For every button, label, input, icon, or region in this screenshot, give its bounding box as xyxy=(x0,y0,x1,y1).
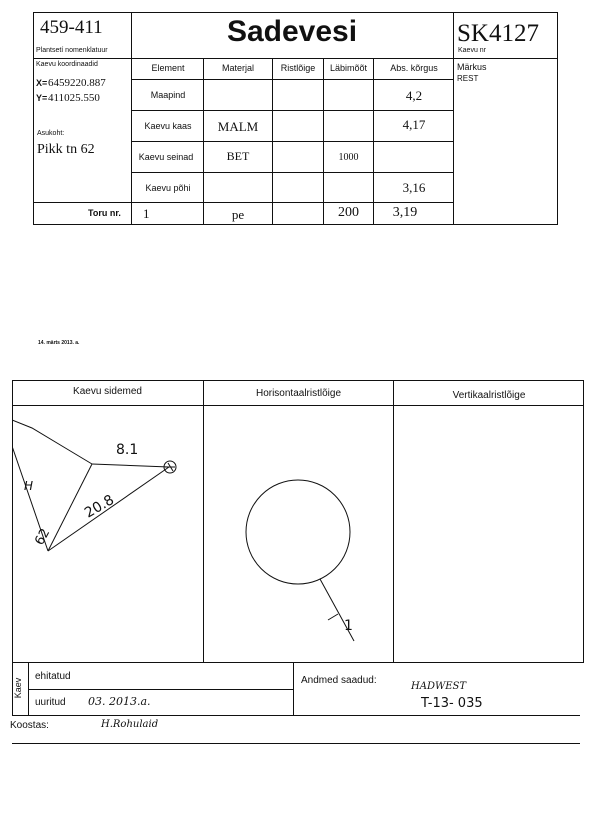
well-number-value: SK4127 xyxy=(457,20,539,47)
coord-y-label: Y= xyxy=(36,93,48,103)
built-label: ehitatud xyxy=(35,671,71,682)
data-from-label: Andmed saadud: xyxy=(301,675,377,686)
pipe-number: 1 xyxy=(143,206,150,221)
coords-label: Kaevu koordinaadid xyxy=(36,61,98,68)
table-row-material: BET xyxy=(226,149,250,163)
remarks-label: Märkus xyxy=(457,62,487,72)
col-header-height: Abs. kõrgus xyxy=(390,63,438,73)
table-row-element: Kaevu seinad xyxy=(138,152,194,162)
sketch-label-20-8: 20.8 xyxy=(82,492,117,522)
author-value: H.Rohulaid xyxy=(101,719,159,730)
col-title-vertical: Vertikaalristlõige xyxy=(452,390,526,401)
sketch-label-8-1: 8.1 xyxy=(116,442,139,458)
table-row-height: 4,17 xyxy=(402,117,426,132)
table-row-height: 4,2 xyxy=(405,88,423,103)
col-title-links: Kaevu sidemed xyxy=(73,386,142,397)
col-title-horizontal: Horisontaalristlõige xyxy=(255,388,342,399)
pipe-label-1: 1 xyxy=(344,618,353,634)
sketch-label-h: H xyxy=(24,479,34,493)
col-header-element: Element xyxy=(151,63,185,73)
data-from-ref: T-13- 035 xyxy=(421,696,483,711)
col-header-section: Ristlõige xyxy=(280,63,316,73)
well-links-sketch xyxy=(12,406,203,586)
pipe-height: 3,19 xyxy=(392,205,418,220)
coord-x-value: 6459220.887 xyxy=(48,77,106,89)
table-row-height: 3,16 xyxy=(402,180,426,195)
nomenclature-label: Plantsetí nomenklatuur xyxy=(36,47,108,54)
kaev-label: Kaev xyxy=(13,677,23,699)
pipe-label: Toru nr. xyxy=(88,208,121,218)
surveyed-value: 03. 2013.a. xyxy=(88,695,151,708)
location-value: Pikk tn 62 xyxy=(37,142,95,157)
well-circle xyxy=(246,480,350,584)
horizontal-section-sketch xyxy=(204,406,393,662)
pipe-material: pe xyxy=(231,207,245,222)
col-header-diameter: Läbimõõt xyxy=(329,63,368,73)
col-header-material: Materjal xyxy=(221,63,254,73)
page-title: Sadevesi xyxy=(226,15,358,48)
table-row-diameter: 1000 xyxy=(338,152,359,163)
surveyed-label: uuritud xyxy=(35,697,66,708)
table-row-element: Maapind xyxy=(150,90,186,100)
remarks-value: REST xyxy=(457,74,479,83)
table-row-element: Kaevu põhi xyxy=(145,183,191,193)
author-label: Koostas: xyxy=(10,720,49,731)
data-from-value: HADWEST xyxy=(411,681,467,692)
pipe-diameter: 200 xyxy=(338,205,359,220)
table-row-element: Kaevu kaas xyxy=(144,121,192,131)
coord-y-value: 411025.550 xyxy=(48,92,100,104)
well-number-label: Kaevu nr xyxy=(458,47,487,54)
date-stamp: 14. märts 2013. a. xyxy=(38,340,80,346)
nomenclature-value: 459-411 xyxy=(40,17,103,38)
sketch-label-62: 62 xyxy=(32,526,54,548)
coord-x-label: X= xyxy=(36,78,48,88)
location-label: Asukoht: xyxy=(37,130,65,137)
table-row-material: MALM xyxy=(217,119,259,134)
